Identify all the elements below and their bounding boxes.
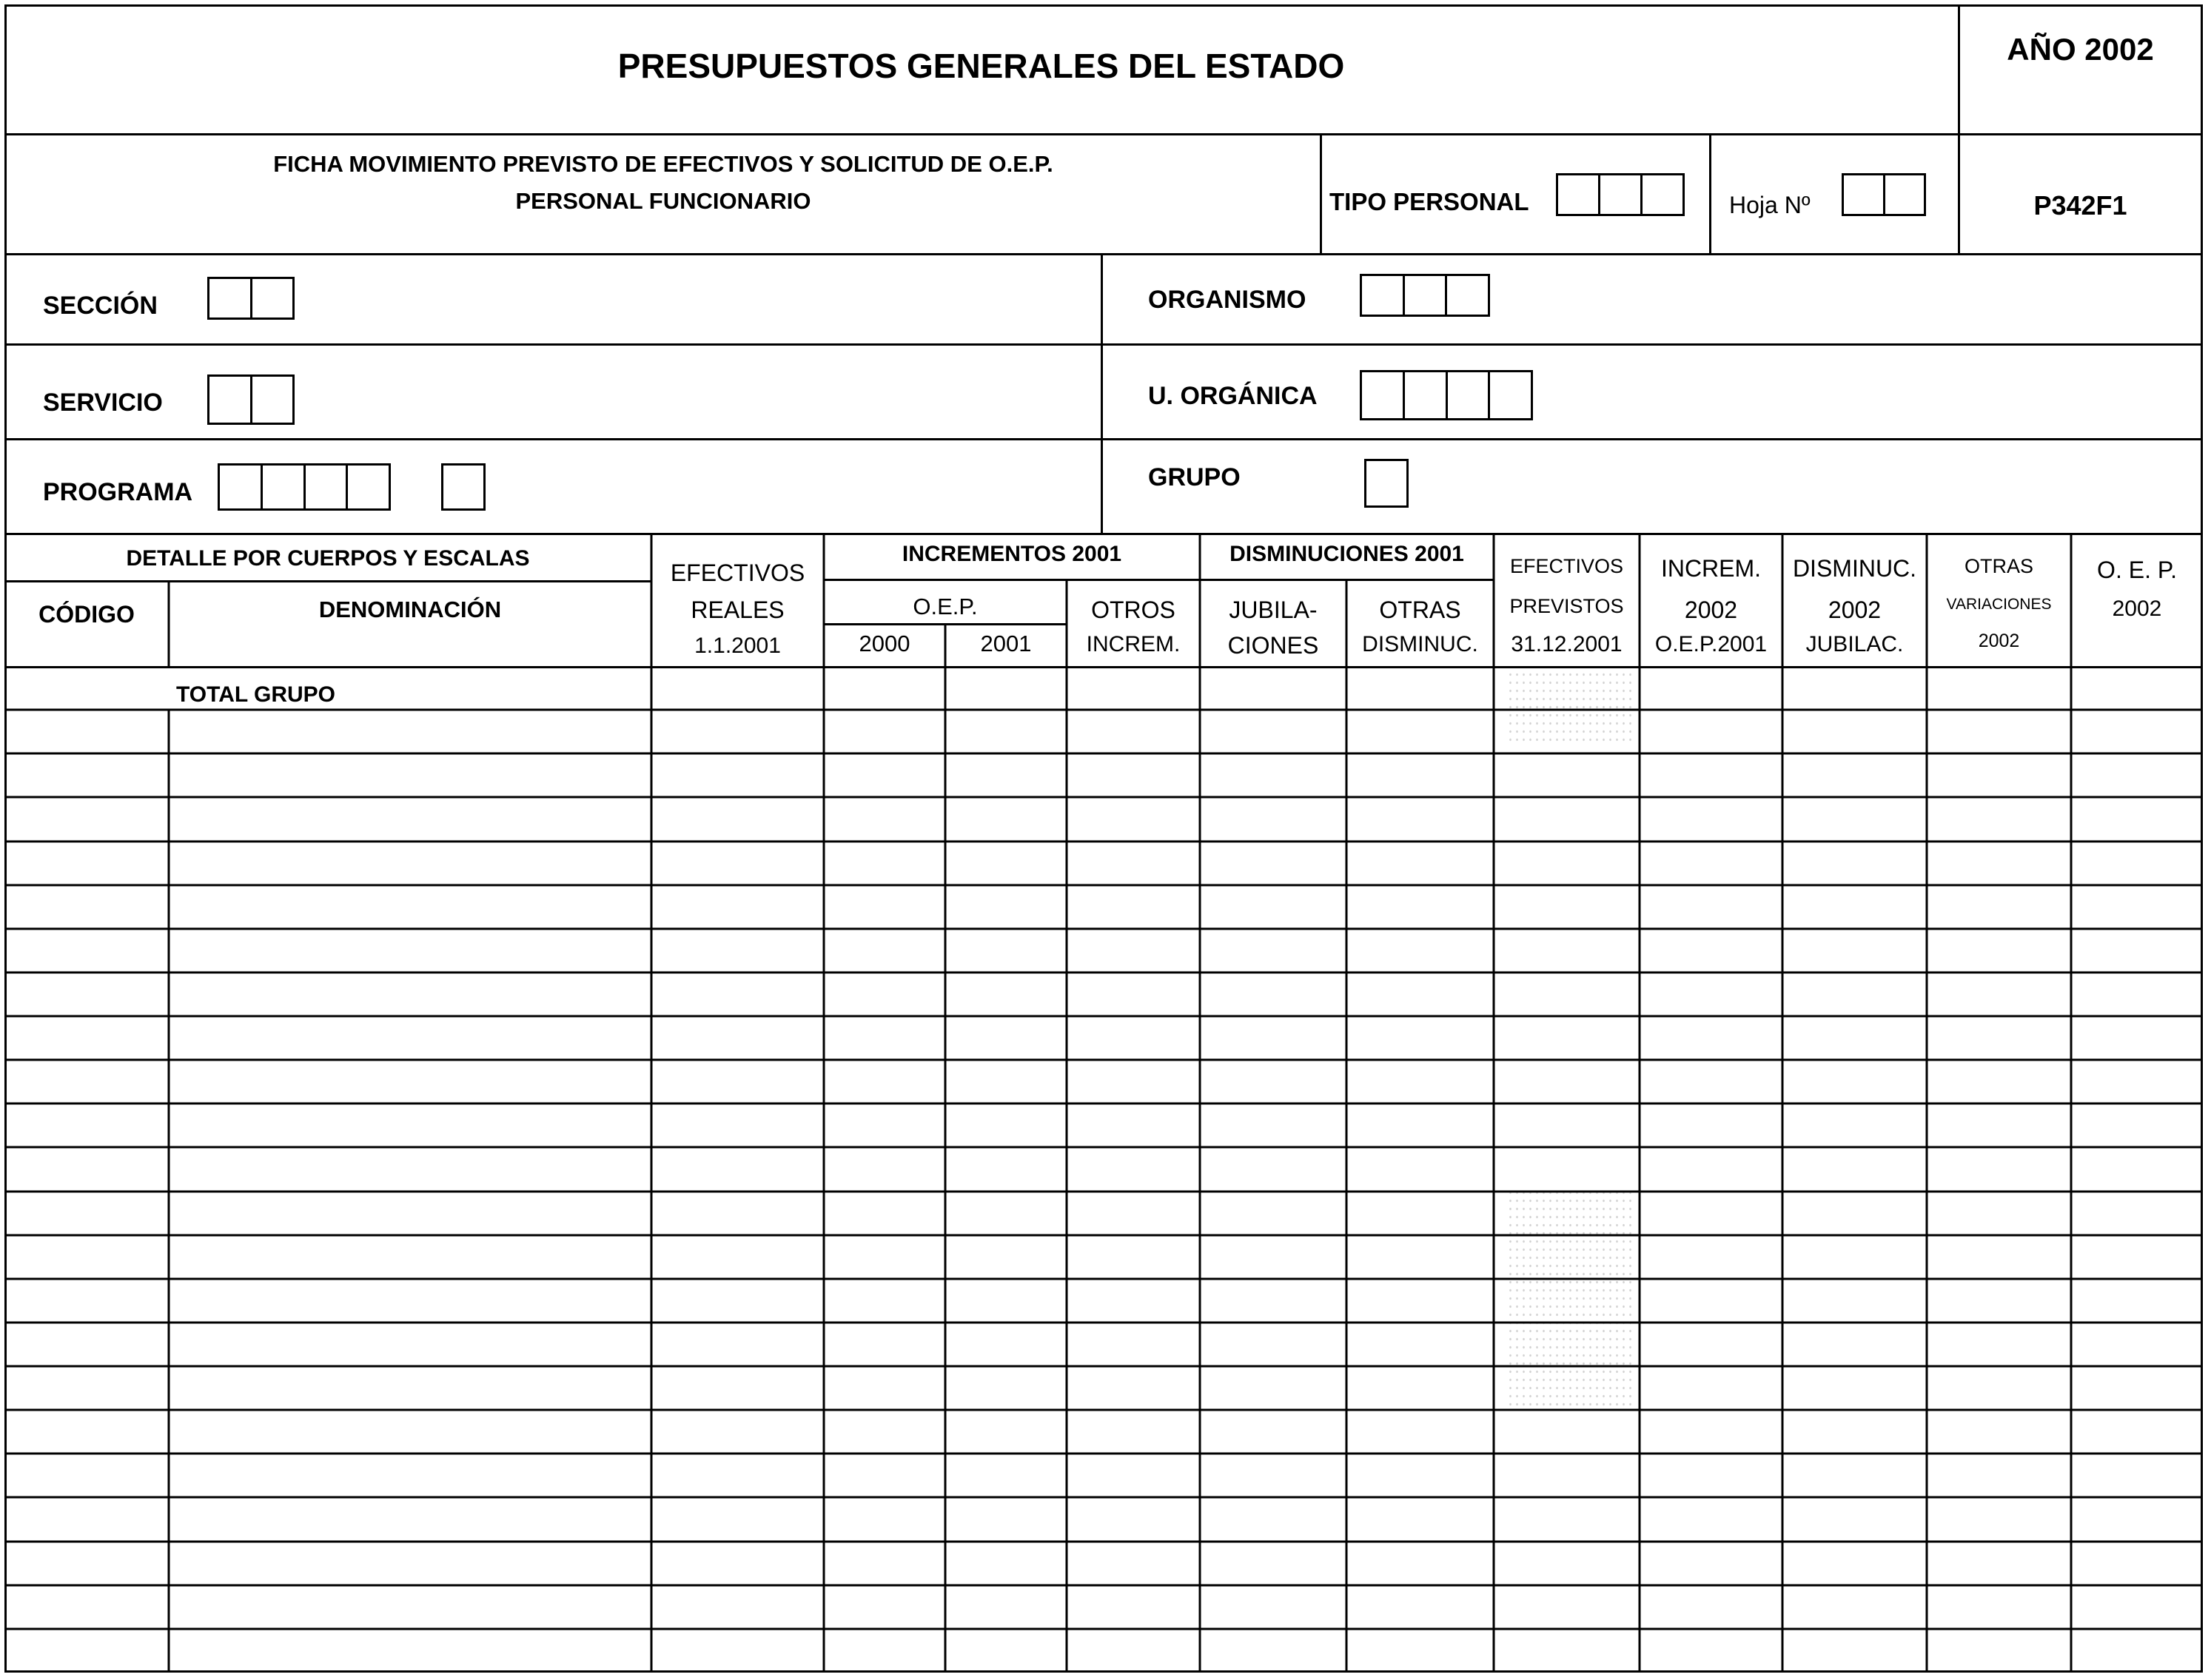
otros-increm-header-1: OTROS — [1091, 597, 1175, 623]
disminuc-2002-header-3: JUBILAC. — [1805, 632, 1904, 656]
oep-2002-header-1: O. E. P. — [2097, 557, 2177, 583]
otras-variaciones-header-2: VARIACIONES — [1946, 596, 2052, 613]
efectivos-previstos-header-1: EFECTIVOS — [1509, 555, 1624, 577]
form-code: P342F1 — [2033, 190, 2127, 221]
efectivos-previstos-header-2: PREVISTOS — [1509, 595, 1624, 617]
codigo-header: CÓDIGO — [38, 601, 135, 628]
hoja-label: Hoja Nº — [1729, 192, 1811, 218]
oep-2001-header: 2001 — [980, 631, 1032, 656]
oep-2002-header-2: 2002 — [2112, 597, 2162, 621]
programa-label: PROGRAMA — [43, 478, 193, 506]
seccion-label: SECCIÓN — [43, 292, 158, 320]
increm-2002-header-1: INCREM. — [1660, 555, 1762, 582]
personnel-type-title: PERSONAL FUNCIONARIO — [515, 188, 811, 214]
otras-variaciones-header-1: OTRAS — [1964, 555, 2033, 577]
total-grupo-label: TOTAL GRUPO — [176, 682, 336, 707]
disminuc-2002-header-2: 2002 — [1828, 597, 1882, 623]
form-sheet — [4, 4, 2203, 1673]
jubilaciones-header-1: JUBILA- — [1229, 597, 1318, 623]
increm-2002-header-2: 2002 — [1684, 597, 1738, 623]
tipo-personal-label: TIPO PERSONAL — [1329, 188, 1529, 215]
efectivos-reales-header-1: EFECTIVOS — [670, 560, 805, 586]
efectivos-reales-header-3: 1.1.2001 — [694, 634, 781, 658]
otros-increm-header-2: INCREM. — [1086, 632, 1181, 656]
otras-variaciones-header-3: 2002 — [1978, 631, 2020, 651]
grupo-label: GRUPO — [1148, 463, 1241, 491]
efectivos-previstos-header-3: 31.12.2001 — [1511, 632, 1623, 656]
disminuciones-header: DISMINUCIONES 2001 — [1229, 542, 1464, 566]
disminuc-2002-header-1: DISMINUC. — [1792, 555, 1917, 582]
denominacion-header: DENOMINACIÓN — [318, 597, 502, 622]
form-title: PRESUPUESTOS GENERALES DEL ESTADO — [617, 47, 1345, 85]
organismo-label: ORGANISMO — [1148, 286, 1306, 314]
jubilaciones-header-2: CIONES — [1227, 632, 1319, 659]
otras-disminuc-header-1: OTRAS — [1379, 597, 1461, 623]
form-subtitle: FICHA MOVIMIENTO PREVISTO DE EFECTIVOS Y SOLICITUD DE O.E.P. — [273, 151, 1053, 177]
form-year: AÑO 2002 — [2007, 32, 2154, 67]
table-grid — [4, 4, 2203, 1673]
u-organica-label: U. ORGÁNICA — [1148, 382, 1318, 410]
efectivos-reales-header-2: REALES — [691, 597, 785, 623]
servicio-label: SERVICIO — [43, 389, 163, 417]
increm-2002-header-3: O.E.P.2001 — [1654, 632, 1768, 656]
oep-header: O.E.P. — [913, 594, 978, 619]
oep-2000-header: 2000 — [859, 631, 910, 656]
incrementos-header: INCREMENTOS 2001 — [902, 542, 1122, 566]
detalle-header: DETALLE POR CUERPOS Y ESCALAS — [126, 546, 530, 571]
otras-disminuc-header-2: DISMINUC. — [1362, 632, 1478, 656]
